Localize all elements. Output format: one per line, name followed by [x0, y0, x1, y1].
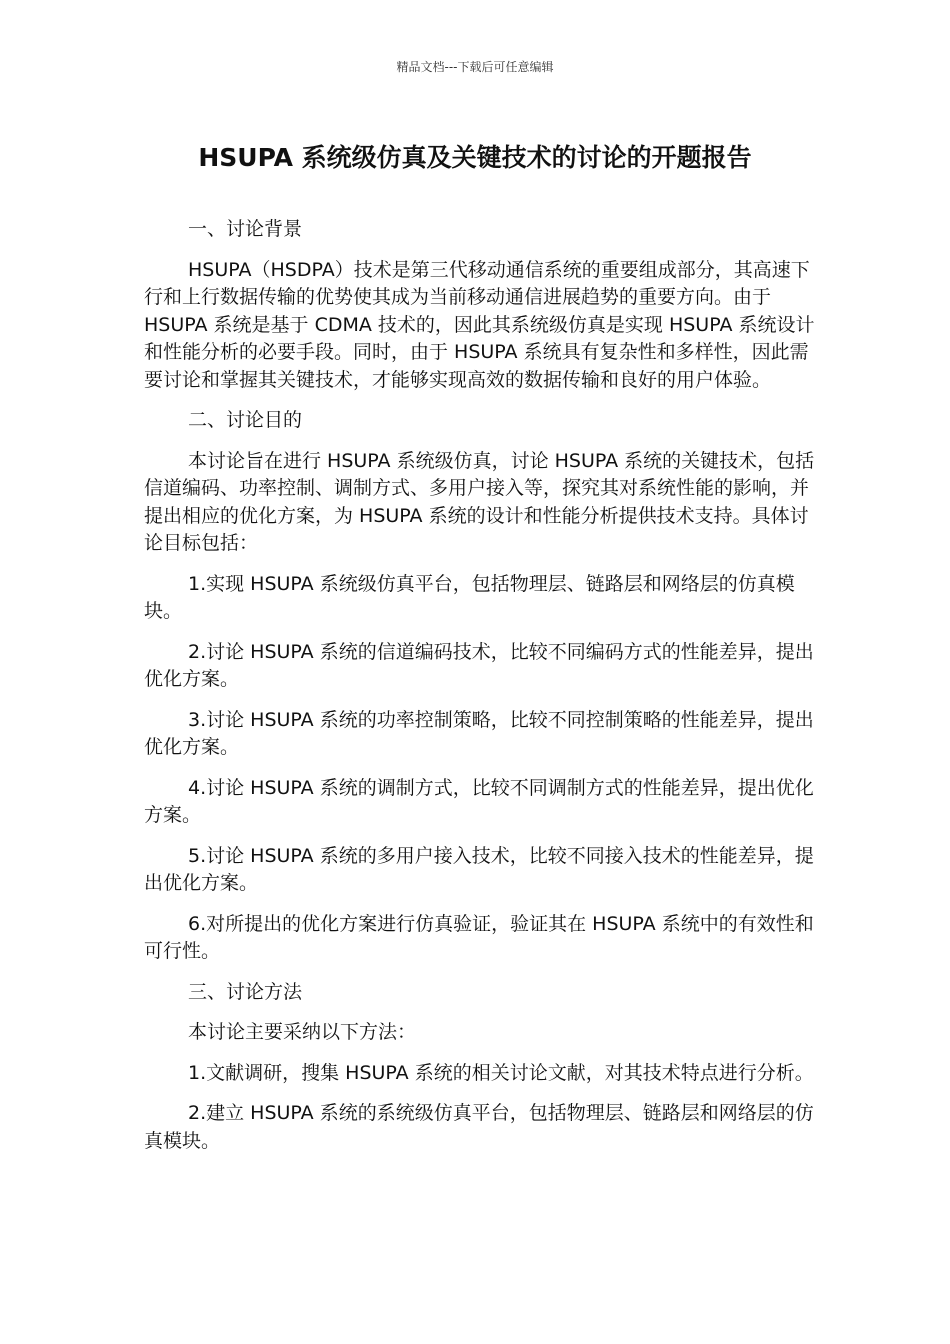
paragraph-method-intro: 本讨论主要采纳以下方法：: [188, 1021, 417, 1043]
goal-item-5: 5.讨论 HSUPA 系统的多用户接入技术，比较不同接入技术的性能差异，提出优化方案。: [144, 844, 814, 894]
goal-item-4: 4.讨论 HSUPA 系统的调制方式，比较不同调制方式的性能差异，提出优化方案。: [144, 776, 814, 826]
paragraph-purpose: 本讨论旨在进行 HSUPA 系统级仿真，讨论 HSUPA 系统的关键技术，包括信道编码、功率控制、调制方式、多用户接入等，探究其对系统性能的影响，并提出相应的优化方案，为 HSUPA 系统的设计和性能分析提供技术支持。具体讨论目标包括：: [144, 449, 815, 554]
document-body: [144, 216, 816, 1168]
document-title: HSUPA 系统级仿真及关键技术的讨论的开题报告: [198, 143, 752, 172]
section-heading-method: 三、讨论方法: [188, 980, 303, 1003]
section-heading-background: 一、讨论背景: [188, 218, 303, 240]
goal-item-6: 6.对所提出的优化方案进行仿真验证，验证其在 HSUPA 系统中的有效性和可行性。: [144, 912, 814, 962]
goal-item-2: 2.讨论 HSUPA 系统的信道编码技术，比较不同编码方式的性能差异，提出优化方案。: [144, 640, 814, 690]
section-heading-purpose: 二、讨论目的: [188, 409, 303, 431]
paragraph-background: HSUPA（HSDPA）技术是第三代移动通信系统的重要组成部分，其高速下行和上行数据传输的优势使其成为当前移动通信进展趋势的重要方向。由于 HSUPA 系统是基于 CDMA 技术的，因此其系统级仿真是实现 HSUPA 系统设计和性能分析的必要手段。同时，由于 HSUPA 系统具有复杂性和多样性，因此需要讨论和掌握其关键技术，才能够实现高效的数据传输和良好的用户体验。: [144, 258, 815, 391]
page-header-note: 精品文档---下载后可任意编辑: [396, 60, 554, 74]
goal-item-1: 1.实现 HSUPA 系统级仿真平台，包括物理层、链路层和网络层的仿真模块。: [144, 572, 795, 622]
method-item-1: 1.文献调研，搜集 HSUPA 系统的相关讨论文献，对其技术特点进行分析。: [188, 1061, 814, 1084]
goal-item-3: 3.讨论 HSUPA 系统的功率控制策略，比较不同控制策略的性能差异，提出优化方案。: [144, 708, 814, 758]
method-item-2: 2.建立 HSUPA 系统的系统级仿真平台，包括物理层、链路层和网络层的仿真模块。: [144, 1102, 814, 1152]
